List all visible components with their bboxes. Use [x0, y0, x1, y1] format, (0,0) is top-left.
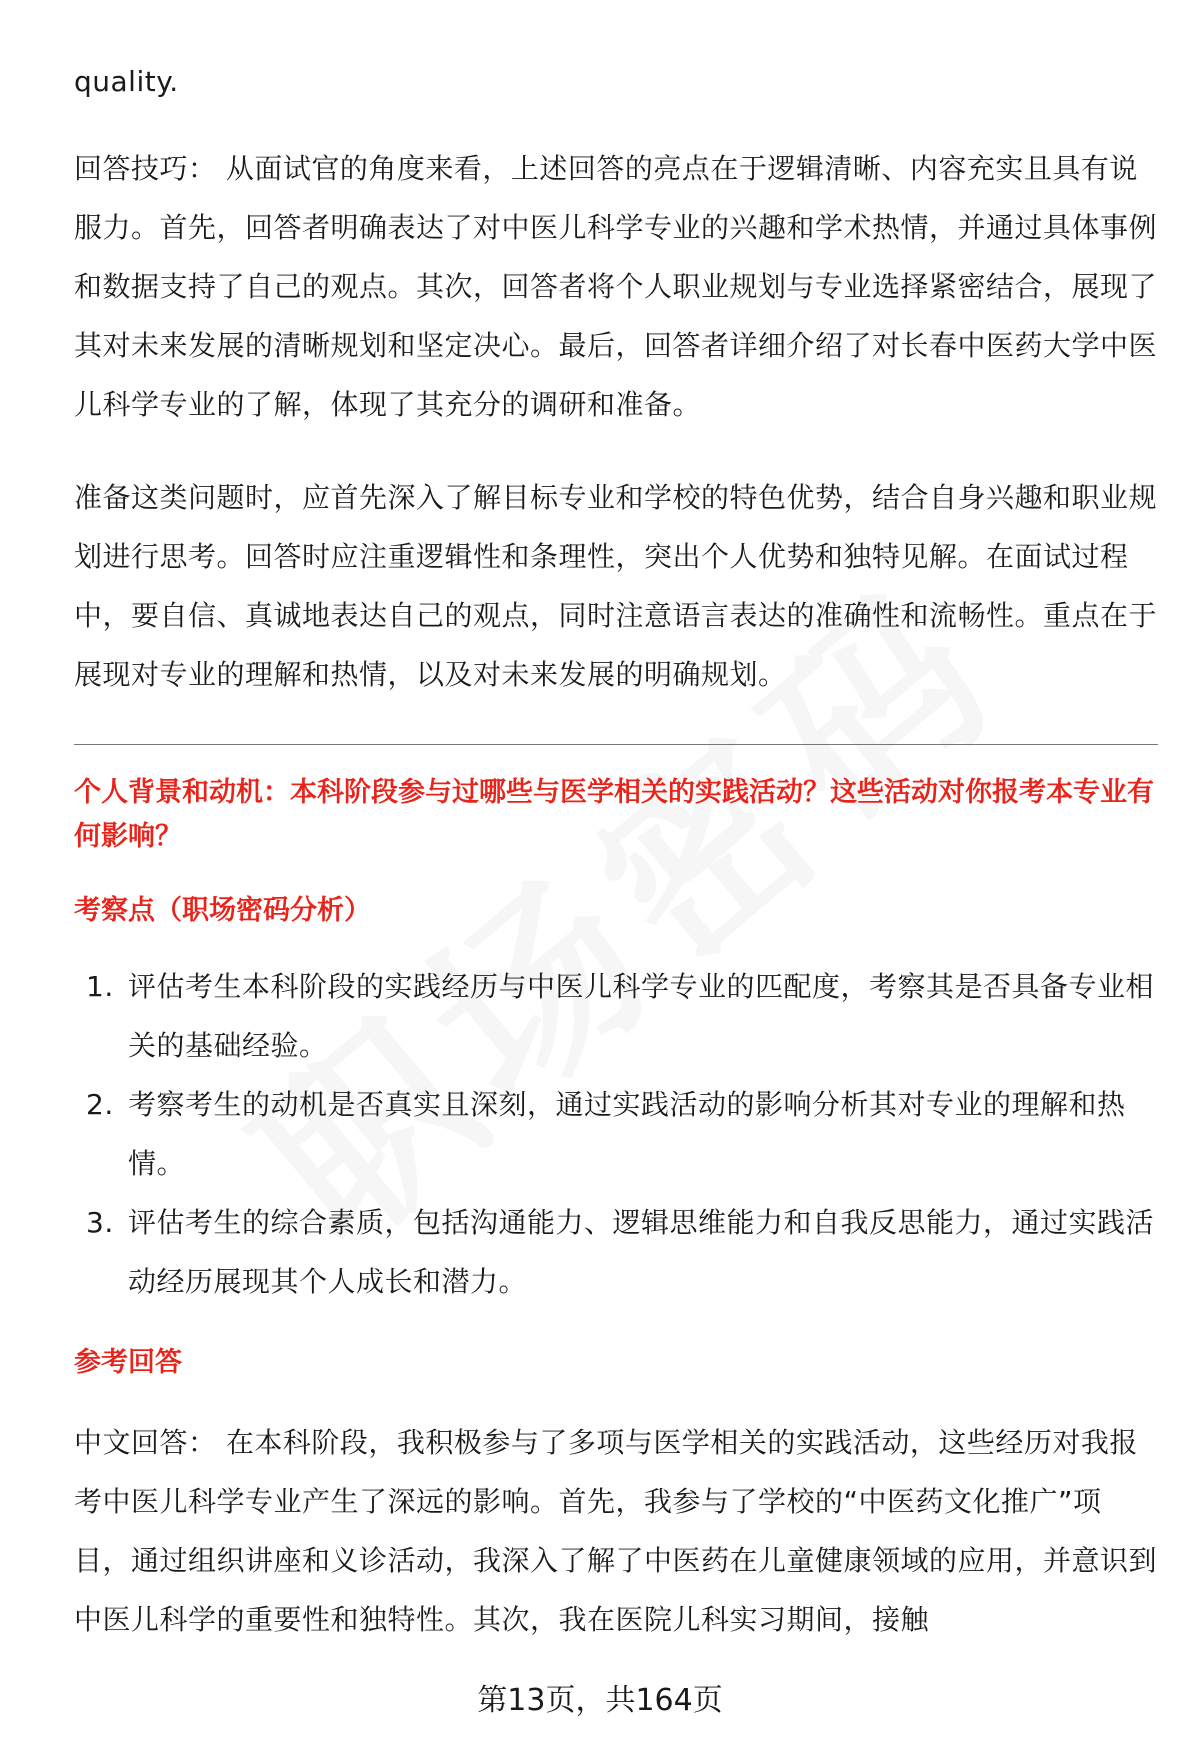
list-text: 评估考生的综合素质，包括沟通能力、逻辑思维能力和自我反思能力，通过实践活动经历展现其个人成长和潜力。 [128, 1206, 1155, 1298]
list-text: 评估考生本科阶段的实践经历与中医儿科学专业的匹配度，考察其是否具备专业相关的基础经验。 [128, 970, 1155, 1062]
list-item [74, 957, 1158, 1075]
list-item [74, 1193, 1158, 1311]
list-item [74, 1075, 1158, 1193]
list-text: 考察考生的动机是否真实且深刻，通过实践活动的影响分析其对专业的理解和热情。 [128, 1088, 1126, 1180]
answer-paragraph: 中文回答： 在本科阶段，我积极参与了多项与医学相关的实践活动，这些经历对我报考中医儿科学专业产生了深远的影响。首先，我参与了学校的“中医药文化推广”项目，通过组织讲座和义诊活动，我深入了解了中医药在儿童健康领域的应用，并意识到中医儿科学的重要性和独特性。其次，我在医院儿科实习期间，接触 [74, 1426, 1158, 1636]
assessment-heading: 考察点（职场密码分析） [74, 895, 371, 926]
question-heading: 个人背景和动机：本科阶段参与过哪些与医学相关的实践活动？这些活动对你报考本专业有何影响？ [74, 777, 1154, 852]
assessment-list [74, 957, 1158, 1311]
list-number: 1. [86, 970, 114, 1003]
section-divider [74, 744, 1158, 745]
document-page [74, 52, 1158, 1649]
reference-heading: 参考回答 [74, 1347, 182, 1378]
list-number: 2. [86, 1088, 114, 1121]
tips-paragraph: 回答技巧： 从面试官的角度来看，上述回答的亮点在于逻辑清晰、内容充实且具有说服力。首先，回答者明确表达了对中医儿科学专业的兴趣和学术热情，并通过具体事例和数据支持了自己的观点。其次，回答者将个人职业规划与专业选择紧密结合，展现了其对未来发展的清晰规划和坚定决心。最后，回答者详细介绍了对长春中医药大学中医儿科学专业的了解，体现了其充分的调研和准备。 [74, 152, 1158, 421]
list-number: 3. [86, 1206, 114, 1239]
prep-paragraph: 准备这类问题时，应首先深入了解目标专业和学校的特色优势，结合自身兴趣和职业规划进行思考。回答时应注重逻辑性和条理性，突出个人优势和独特见解。在面试过程中，要自信、真诚地表达自己的观点，同时注意语言表达的准确性和流畅性。重点在于展现对专业的理解和热情，以及对未来发展的明确规划。 [74, 481, 1158, 691]
top-fragment: quality. [74, 65, 179, 98]
page-footer: 第13页，共164页 [477, 1683, 723, 1718]
